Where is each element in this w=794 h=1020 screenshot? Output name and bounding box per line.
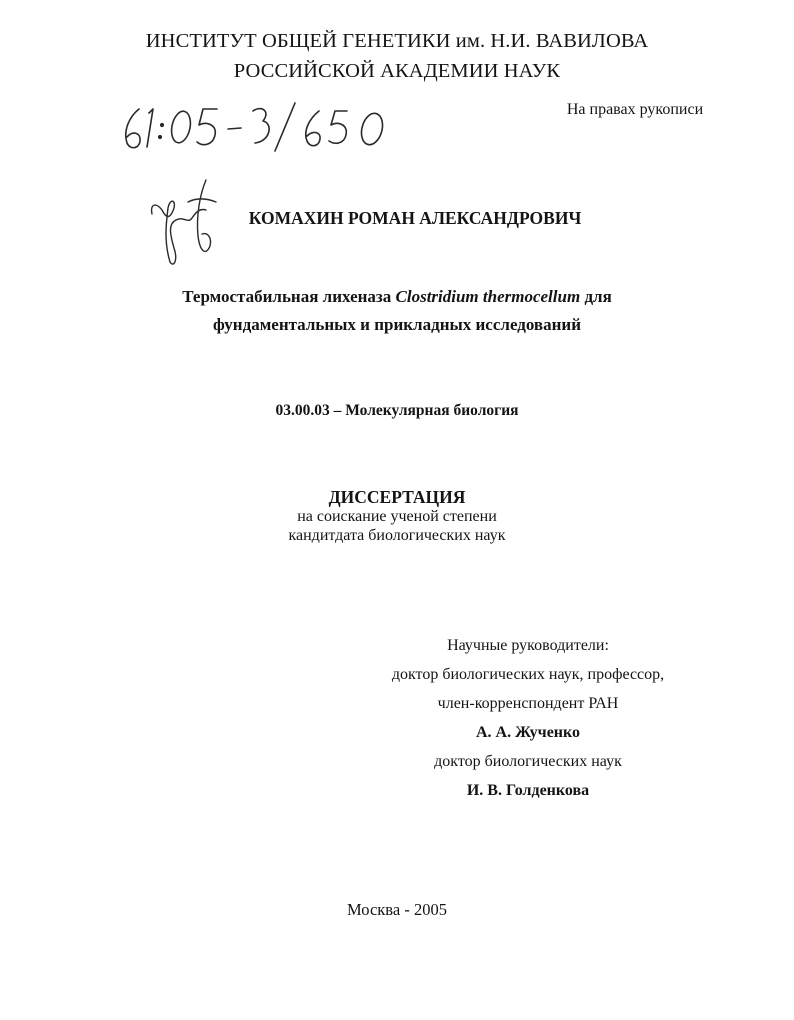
manuscript-rights-note: На правах рукописи: [566, 101, 704, 118]
supervisors-heading: Научные руководители:: [447, 637, 609, 654]
author-name: КОМАХИН РОМАН АЛЕКСАНДРОВИЧ: [248, 208, 582, 228]
supervisor1-name: А. А. Жученко: [475, 724, 581, 741]
thesis-title-line2: фундаментальных и прикладных исследований: [212, 315, 582, 334]
dissertation-heading: ДИССЕРТАЦИЯ: [328, 487, 466, 507]
thesis-title-organism: Clostridium thermocellum: [395, 287, 581, 306]
supervisor2-degree: доктор биологических наук: [434, 753, 622, 770]
city-year: Москва - 2005: [347, 900, 447, 919]
thesis-title-line1: [0, 287, 794, 307]
thesis-title-suffix: для: [580, 287, 612, 306]
supervisor2-name: И. В. Голденкова: [466, 782, 590, 799]
degree-purpose: на соискание ученой степени: [297, 508, 497, 525]
degree-name: кандитдата биологических наук: [288, 527, 506, 544]
institute-name-line2: РОССИЙСКОЙ АКАДЕМИИ НАУК: [233, 60, 561, 82]
institute-name-line1: ИНСТИТУТ ОБЩЕЙ ГЕНЕТИКИ им. Н.И. ВАВИЛОВА: [145, 30, 649, 52]
thesis-title-text: Термостабильная лихеназа: [182, 287, 396, 306]
specialty-code: 03.00.03 – Молекулярная биология: [275, 402, 519, 419]
supervisor1-title: член-корренспондент РАН: [437, 695, 619, 712]
supervisor1-degree: доктор биологических наук, профессор,: [391, 666, 665, 683]
